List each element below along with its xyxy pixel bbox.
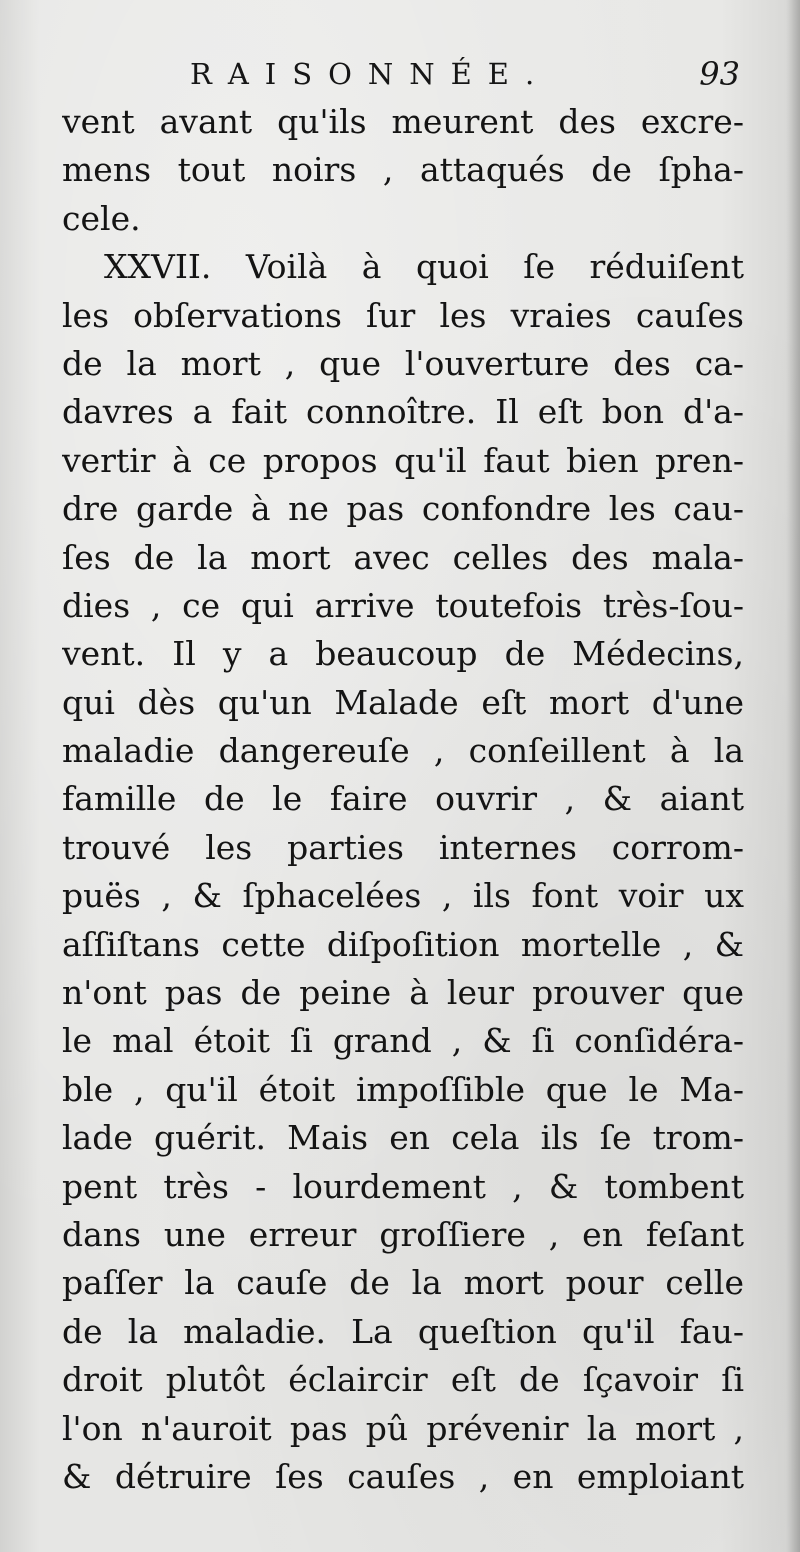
text-line: ble , qu'il étoit impoſſible que le Ma- xyxy=(62,1069,744,1109)
text-line: davres a fait connoître. Il eſt bon d'a- xyxy=(62,392,744,432)
page-edge-shadow xyxy=(786,0,800,1552)
text-line: le mal étoit ſi grand , & ſi conſidéra- xyxy=(62,1021,744,1061)
text-line: l'on n'auroit pas pû prévenir la mort , xyxy=(62,1408,744,1448)
text-line: vertir à ce propos qu'il faut bien pren- xyxy=(62,440,744,480)
body-text xyxy=(62,98,744,1501)
text-line: de la mort , que l'ouverture des ca- xyxy=(62,343,744,383)
text-line: n'ont pas de peine à leur prouver que xyxy=(62,973,744,1013)
text-line: droit plutôt éclaircir eſt de ſçavoir ſi xyxy=(62,1360,744,1400)
text-line: puës , & ſphacelées , ils font voir ux xyxy=(62,876,744,916)
text-line: dre garde à ne pas confondre les cau- xyxy=(62,489,744,529)
running-head: RAISONNÉE. xyxy=(190,57,551,91)
text-line: maladie dangereuſe , conſeillent à la xyxy=(62,731,744,771)
page-number: 93 xyxy=(699,55,740,93)
text-line: mens tout noirs , attaqués de ſpha- xyxy=(62,150,744,190)
text-line: pent très - lourdement , & tombent xyxy=(62,1166,744,1206)
text-line: vent avant qu'ils meurent des excre- xyxy=(62,102,744,141)
text-line: de la maladie. La queſtion qu'il fau- xyxy=(62,1311,744,1351)
text-line: ſes de la mort avec celles des mala- xyxy=(62,537,744,577)
text-line: paſſer la cauſe de la mort pour celle xyxy=(62,1263,744,1303)
text-line: qui dès qu'un Malade eſt mort d'une xyxy=(62,682,744,722)
text-line: XXVII. Voilà à quoi ſe réduiſent xyxy=(104,247,744,287)
text-line: les obſervations ſur les vraies cauſes xyxy=(62,295,744,335)
text-line: cele. xyxy=(62,198,141,238)
text-line: & détruire ſes cauſes , en emploiant xyxy=(62,1456,744,1496)
text-line: trouvé les parties internes corrom- xyxy=(62,827,744,867)
page-header xyxy=(190,52,740,96)
text-line: famille de le faire ouvrir , & aiant xyxy=(62,779,744,819)
text-line: lade guérit. Mais en cela ils ſe trom- xyxy=(62,1118,744,1158)
text-line: dies , ce qui arrive toutefois très-ſou- xyxy=(62,585,744,625)
text-line: aſſiſtans cette diſpoſition mortelle , & xyxy=(62,924,744,964)
text-line: dans une erreur groſſiere , en feſant xyxy=(62,1214,744,1254)
text-line: vent. Il y a beaucoup de Médecins, xyxy=(62,634,744,674)
